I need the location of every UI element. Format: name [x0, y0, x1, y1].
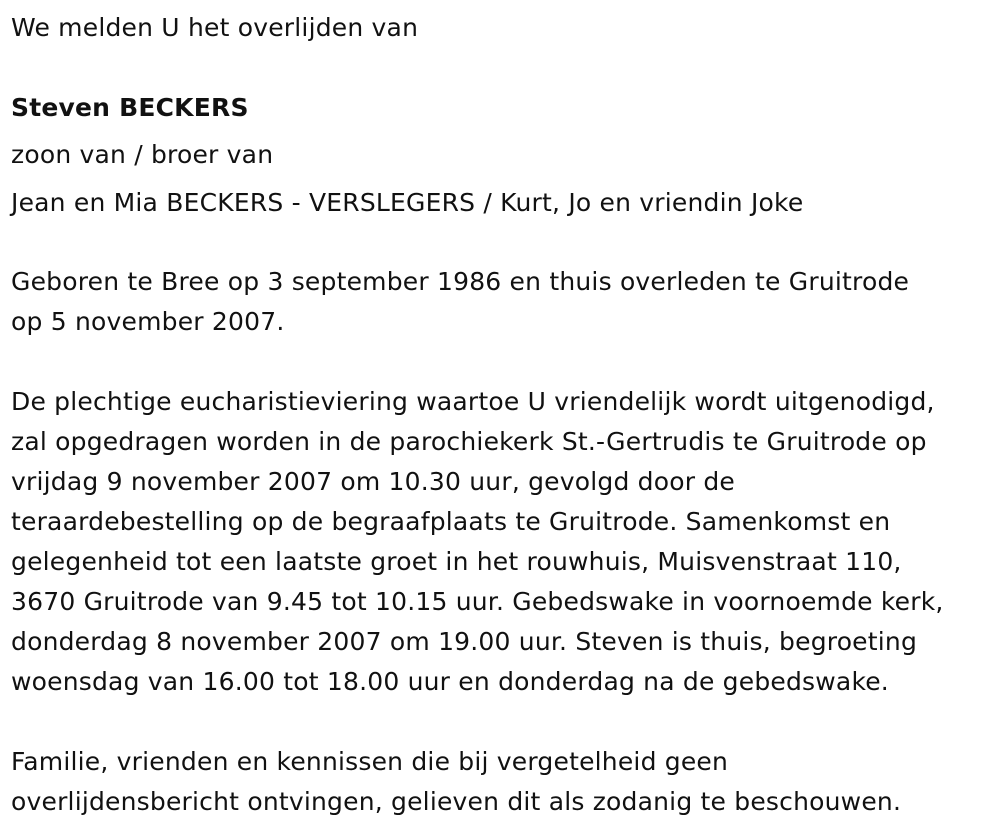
- paragraph-line: woensdag van 16.00 tot 18.00 uur en donderdag na de gebedswake.: [11, 667, 889, 696]
- deceased-name: Steven BECKERS: [11, 93, 249, 122]
- intro-text: We melden U het overlijden van: [11, 13, 419, 42]
- paragraph-line: De plechtige eucharistieviering waartoe U vriendelijk wordt uitgenodigd,: [11, 387, 935, 416]
- relation-text: zoon van / broer van: [11, 140, 274, 169]
- paragraph-line: gelegenheid tot een laatste groet in het rouwhuis, Muisvenstraat 110,: [11, 547, 902, 576]
- family-text: Jean en Mia BECKERS - VERSLEGERS / Kurt, Jo en vriendin Joke: [11, 188, 804, 217]
- closing-paragraph: [11, 742, 901, 822]
- paragraph-line: Geboren te Bree op 3 september 1986 en thuis overleden te Gruitrode: [11, 267, 910, 296]
- ceremony-paragraph: [11, 382, 944, 702]
- paragraph-line: Familie, vrienden en kennissen die bij vergetelheid geen: [11, 747, 729, 776]
- birth-death-paragraph: [11, 262, 909, 342]
- paragraph-line: vrijdag 9 november 2007 om 10.30 uur, gevolgd door de: [11, 467, 736, 496]
- paragraph-line: zal opgedragen worden in de parochiekerk St.-Gertrudis te Gruitrode op: [11, 427, 927, 456]
- paragraph-line: donderdag 8 november 2007 om 19.00 uur. Steven is thuis, begroeting: [11, 627, 918, 656]
- paragraph-line: 3670 Gruitrode van 9.45 tot 10.15 uur. Gebedswake in voornoemde kerk,: [11, 587, 944, 616]
- paragraph-line: overlijdensbericht ontvingen, gelieven dit als zodanig te beschouwen.: [11, 787, 902, 816]
- paragraph-line: op 5 november 2007.: [11, 307, 285, 336]
- paragraph-line: teraardebestelling op de begraafplaats te Gruitrode. Samenkomst en: [11, 507, 891, 536]
